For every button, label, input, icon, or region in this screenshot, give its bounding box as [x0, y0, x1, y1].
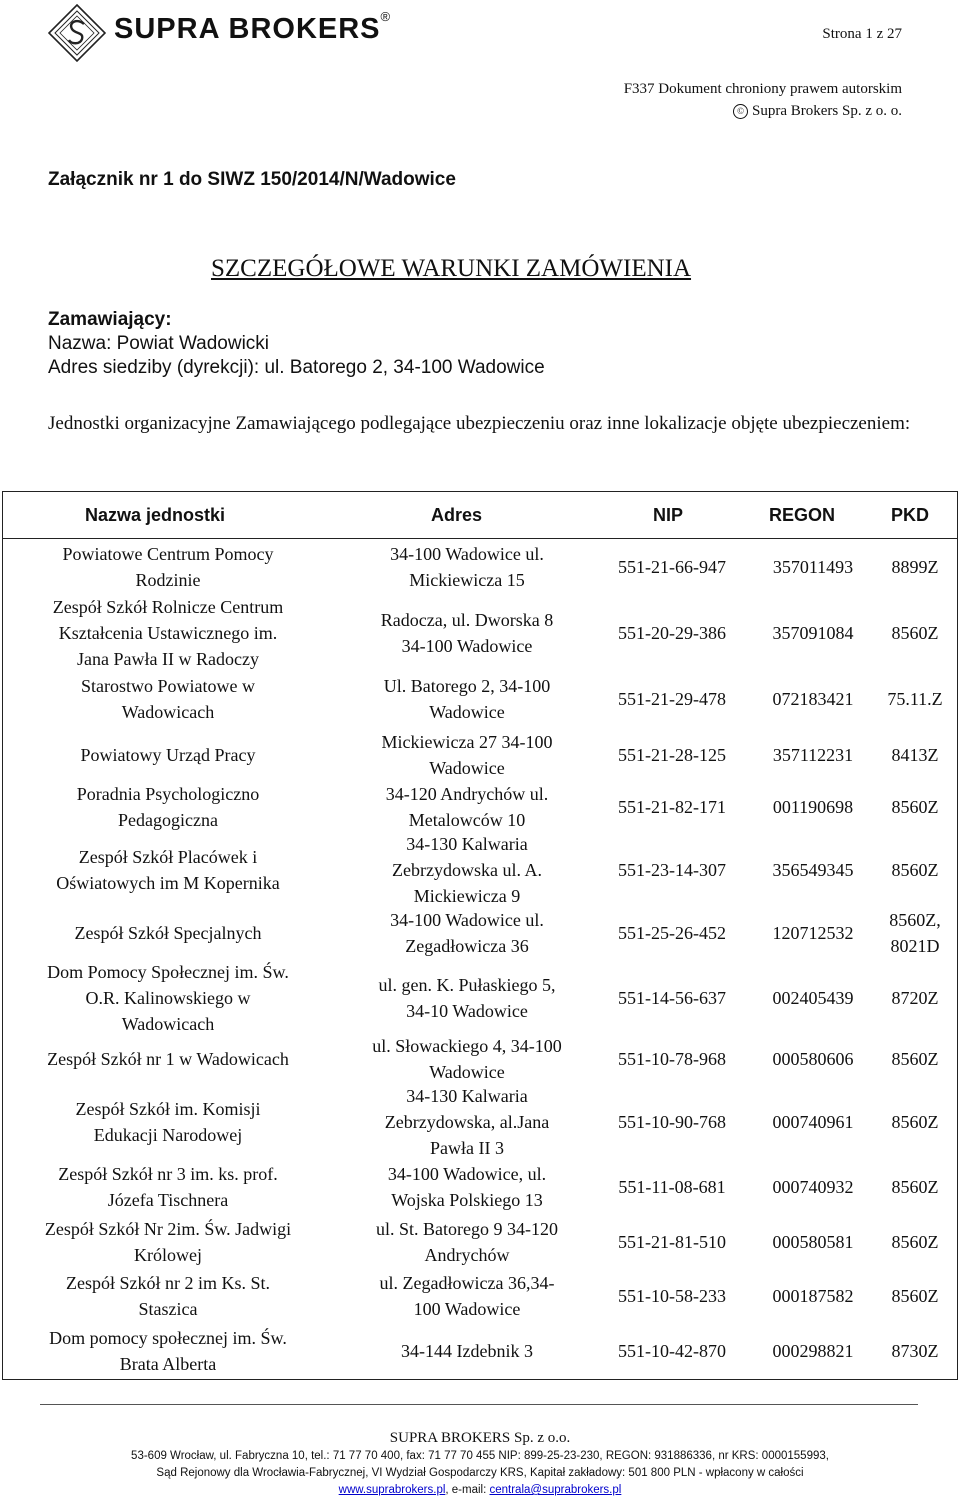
unit-address-cell	[341, 833, 593, 906]
cell-line: Oświatowych im M Kopernika	[56, 872, 280, 893]
unit-name-cell	[5, 728, 331, 781]
footer-divider	[40, 1404, 918, 1405]
cell-line: 8560Z	[891, 1177, 939, 1197]
cell-line: ul. Zegadłowicza 36,34-	[379, 1272, 555, 1293]
cell-line: Ul. Batorego 2, 34-100	[383, 676, 551, 696]
unit-address-cell	[341, 781, 593, 833]
regon-cell: 000740961	[772, 1111, 854, 1132]
cell-line: 34-100 Wadowice, ul.	[387, 1164, 547, 1184]
pkd-cell	[877, 538, 953, 596]
cell-line: 8560Z	[891, 623, 939, 643]
email-link[interactable]: centrala@suprabrokers.pl	[489, 1484, 622, 1496]
cell-line: Staszica	[138, 1298, 198, 1319]
ordering-party-address: Adres siedziby (dyrekcji): ul. Batorego 2, 34-100 Wadowice	[48, 357, 545, 378]
nip-cell: 551-21-81-510	[618, 1231, 726, 1252]
nip-cell: 551-25-26-452	[618, 923, 726, 943]
ordering-party-label: Zamawiający:	[48, 309, 172, 330]
cell-line: 8560Z	[891, 1231, 939, 1252]
regon-cell: 357112231	[772, 744, 854, 765]
cell-line: Zespół Szkół nr 1 w Wadowicach	[47, 1049, 289, 1069]
cell-line: 75.11.Z	[887, 689, 943, 709]
cell-line: 8720Z	[891, 987, 939, 1008]
nip-cell: 551-10-58-233	[618, 1285, 726, 1306]
cell-line: Mickiewicza 15	[409, 570, 525, 590]
nip-cell: 551-21-28-125	[618, 744, 726, 765]
pkd-cell	[877, 728, 953, 781]
cell-line: Wadowice	[429, 757, 505, 778]
cell-line: Pawła II 3	[430, 1137, 504, 1158]
units-intro-paragraph: Jednostki organizacyjne Zamawiającego podlegające ubezpieczeniu oraz inne lokalizacje objęte ubezpieczeniem:	[48, 413, 911, 434]
table-header	[3, 492, 957, 539]
cell-line: ul. Słowackiego 4, 34-100	[372, 1036, 562, 1056]
cell-line: Zespół Szkół Nr 2im. Św. Jadwigi	[44, 1218, 292, 1239]
cell-line: Królowej	[134, 1244, 202, 1265]
regon-cell: 000580581	[772, 1231, 854, 1252]
pkd-cell	[877, 670, 953, 728]
table-row	[3, 960, 957, 1035]
unit-address-cell	[341, 1322, 593, 1380]
cell-line: Brata Alberta	[119, 1354, 217, 1374]
pkd-cell	[877, 1035, 953, 1083]
cell-line: Zespół Szkół nr 2 im Ks. St.	[65, 1272, 270, 1293]
table-row	[3, 1083, 957, 1160]
nip-cell: 551-10-78-968	[618, 1049, 726, 1069]
unit-name-cell	[5, 1269, 331, 1322]
cell-line: Andrychów	[424, 1244, 510, 1265]
cell-line: Wadowicach	[121, 1013, 215, 1034]
cell-line: ul. St. Batorego 9 34-120	[376, 1218, 558, 1239]
pkd-cell	[877, 1214, 953, 1269]
cell-line: Rodzinie	[135, 570, 201, 590]
table-row	[3, 670, 957, 728]
cell-line: Mickiewicza 9	[413, 885, 521, 906]
nip-cell: 551-14-56-637	[618, 987, 726, 1008]
cell-line: Zespół Szkół nr 3 im. ks. prof.	[58, 1164, 278, 1184]
nip-cell: 551-21-82-171	[618, 797, 726, 817]
cell-line: Poradnia Psychologiczno	[76, 784, 260, 804]
column-header-name: Nazwa jednostki	[85, 505, 226, 525]
unit-name-cell	[5, 538, 331, 596]
cell-line: 34-100 Wadowice ul.	[390, 910, 544, 930]
cell-line: Zegadłowicza 36	[405, 936, 529, 956]
unit-address-cell	[341, 1214, 593, 1269]
table-row	[3, 1269, 957, 1322]
table-row	[3, 1322, 957, 1380]
cell-line: Wadowice	[429, 702, 505, 722]
column-header-nip: NIP	[653, 505, 684, 525]
regon-cell: 000187582	[772, 1285, 854, 1306]
table-row	[3, 781, 957, 833]
cell-line: 8560Z	[891, 859, 939, 880]
cell-line: Wadowice	[429, 1062, 505, 1082]
nip-cell: 551-23-14-307	[618, 859, 726, 880]
footer-contact-line: www.suprabrokers.pl, e-mail: centrala@suprabrokers.pl	[338, 1484, 622, 1496]
table-row	[3, 1160, 957, 1214]
unit-name-cell	[5, 1214, 331, 1269]
footer-address-line: 53-609 Wrocław, ul. Fabryczna 10, tel.: 71 77 70 400, fax: 71 77 70 455 NIP: 899-25-23-230, REGON: 931886336, nr KRS: 0000155993,	[131, 1450, 829, 1462]
ordering-party	[48, 308, 545, 380]
cell-line: 34-120 Andrychów ul.	[385, 784, 549, 804]
cell-line: 34-144 Izdebnik 3	[401, 1341, 533, 1361]
unit-name-cell	[5, 906, 331, 960]
ordering-party-name: Nazwa: Powiat Wadowicki	[48, 333, 270, 354]
column-header-regon: REGON	[769, 505, 836, 525]
table-row	[3, 906, 957, 960]
unit-name-cell	[5, 833, 331, 906]
table-row	[3, 728, 957, 781]
regon-cell: 357011493	[772, 557, 854, 577]
pkd-cell	[877, 1322, 953, 1380]
cell-line: O.R. Kalinowskiego w	[85, 987, 251, 1008]
regon-cell: 120712532	[772, 923, 854, 943]
pkd-cell	[877, 1083, 953, 1160]
copyright-icon: ©	[733, 104, 748, 119]
cell-line: Zebrzydowska ul. A.	[392, 859, 542, 880]
pkd-cell	[877, 596, 953, 670]
unit-address-cell	[341, 1035, 593, 1083]
regon-cell: 002405439	[772, 987, 854, 1008]
pkd-cell	[877, 1269, 953, 1322]
table-row	[3, 1035, 957, 1083]
cell-line: 8560Z	[891, 1285, 939, 1306]
nip-cell: 551-20-29-386	[618, 623, 726, 643]
cell-line: Mickiewicza 27 34-100	[381, 731, 553, 752]
column-header-address: Adres	[431, 505, 483, 525]
cell-line: 34-130 Kalwaria	[406, 1085, 528, 1106]
company-logo	[48, 4, 391, 62]
annex-title: Załącznik nr 1 do SIWZ 150/2014/N/Wadowice	[48, 169, 456, 190]
unit-address-cell	[341, 1160, 593, 1214]
table-row	[3, 1214, 957, 1269]
cell-line: Metalowców 10	[408, 810, 526, 830]
copyright-owner-line: © Supra Brokers Sp. z o. o.	[624, 100, 902, 122]
cell-line: 34-10 Wadowice	[406, 1000, 528, 1021]
cell-line: 34-100 Wadowice	[401, 636, 533, 656]
nip-cell: 551-10-90-768	[618, 1111, 726, 1132]
footer-company: SUPRA BROKERS Sp. z o.o.	[389, 1430, 571, 1446]
cell-line: Zespół Szkół Rolnicze Centrum	[52, 597, 284, 617]
cell-line: Powiatowe Centrum Pomocy	[62, 544, 274, 564]
cell-line: 34-100 Wadowice ul.	[390, 544, 544, 564]
nip-cell: 551-11-08-681	[618, 1177, 726, 1197]
regon-cell: 072183421	[772, 689, 854, 709]
cell-line: Starostwo Powiatowe w	[81, 676, 255, 696]
regon-cell: 000580606	[772, 1049, 854, 1069]
cell-line: ul. gen. K. Pułaskiego 5,	[378, 974, 556, 995]
unit-address-cell	[341, 670, 593, 728]
unit-address-cell	[341, 1083, 593, 1160]
copyright-notice	[624, 78, 902, 122]
unit-address-cell	[341, 596, 593, 670]
cell-line: Radocza, ul. Dworska 8	[380, 610, 554, 630]
regon-cell: 356549345	[772, 859, 854, 880]
regon-cell: 000298821	[772, 1341, 854, 1361]
document-notice: F337 Dokument chroniony prawem autorskim	[623, 81, 902, 97]
regon-cell: 001190698	[772, 797, 854, 817]
table-row	[3, 833, 957, 906]
cell-line: Dom pomocy społecznej im. Św.	[49, 1328, 287, 1348]
cell-line: Pedagogiczna	[118, 810, 218, 830]
footer-court-line: Sąd Rejonowy dla Wrocławia-Fabrycznej, VI Wydział Gospodarczy KRS, Kapitał zakładowy: 501 800 PLN - wpłacony w całości	[156, 1467, 804, 1479]
column-header-pkd: PKD	[891, 505, 930, 525]
unit-name-cell	[5, 1083, 331, 1160]
pkd-cell	[877, 1160, 953, 1214]
pkd-cell	[877, 781, 953, 833]
unit-name-cell	[5, 781, 331, 833]
unit-name-cell	[5, 596, 331, 670]
table-row	[3, 538, 957, 596]
unit-address-cell	[341, 538, 593, 596]
page-title: SZCZEGÓŁOWE WARUNKI ZAMÓWIENIA	[211, 255, 692, 282]
cell-line: Zebrzydowska, al.Jana	[384, 1111, 550, 1132]
cell-line: Wojska Polskiego 13	[391, 1190, 543, 1210]
unit-address-cell	[341, 728, 593, 781]
page-number: Strona 1 z 27	[822, 26, 902, 42]
unit-address-cell	[341, 1269, 593, 1322]
cell-line: 8021D	[890, 936, 940, 956]
pkd-cell	[877, 960, 953, 1035]
cell-line: Józefa Tischnera	[107, 1190, 229, 1210]
cell-line: 8560Z	[891, 1049, 939, 1069]
cell-line: 8899Z	[891, 557, 939, 577]
unit-address-cell	[341, 960, 593, 1035]
cell-line: 8413Z	[891, 744, 939, 765]
unit-name-cell	[5, 1322, 331, 1380]
cell-line: Jana Pawła II w Radoczy	[77, 649, 259, 669]
cell-line: Kształcenia Ustawicznego im.	[58, 623, 278, 643]
cell-line: Zespół Szkół Placówek i	[78, 846, 258, 867]
unit-name-cell	[5, 960, 331, 1035]
cell-line: Zespół Szkół Specjalnych	[74, 923, 262, 943]
unit-name-cell	[5, 670, 331, 728]
cell-line: Powiatowy Urząd Pracy	[80, 744, 256, 765]
cell-line: 34-130 Kalwaria	[406, 833, 528, 854]
pkd-cell	[877, 906, 953, 960]
nip-cell: 551-21-29-478	[618, 689, 726, 709]
cell-line: Edukacji Narodowej	[93, 1124, 243, 1145]
cell-line: Dom Pomocy Społecznej im. Św.	[47, 961, 289, 982]
units-table	[2, 491, 958, 1380]
unit-name-cell	[5, 1035, 331, 1083]
regon-cell: 357091084	[772, 623, 854, 643]
cell-line: 8560Z	[891, 1111, 939, 1132]
nip-cell: 551-21-66-947	[618, 557, 726, 577]
unit-name-cell	[5, 1160, 331, 1214]
page-footer	[0, 1428, 960, 1499]
table-row	[3, 596, 957, 670]
cell-line: 8730Z	[891, 1341, 939, 1361]
cell-line: Wadowicach	[121, 702, 215, 722]
nip-cell: 551-10-42-870	[618, 1341, 726, 1361]
cell-line: Zespół Szkół im. Komisji	[75, 1098, 261, 1119]
diamond-logo-icon	[48, 4, 106, 62]
logo-wordmark: SUPRA BROKERS®	[114, 8, 392, 45]
cell-line: 100 Wadowice	[413, 1298, 521, 1319]
cell-line: 8560Z	[891, 797, 939, 817]
cell-line: 8560Z,	[889, 910, 941, 930]
pkd-cell	[877, 833, 953, 906]
website-link[interactable]: www.suprabrokers.pl	[338, 1484, 446, 1496]
unit-address-cell	[341, 906, 593, 960]
regon-cell: 000740932	[772, 1177, 854, 1197]
